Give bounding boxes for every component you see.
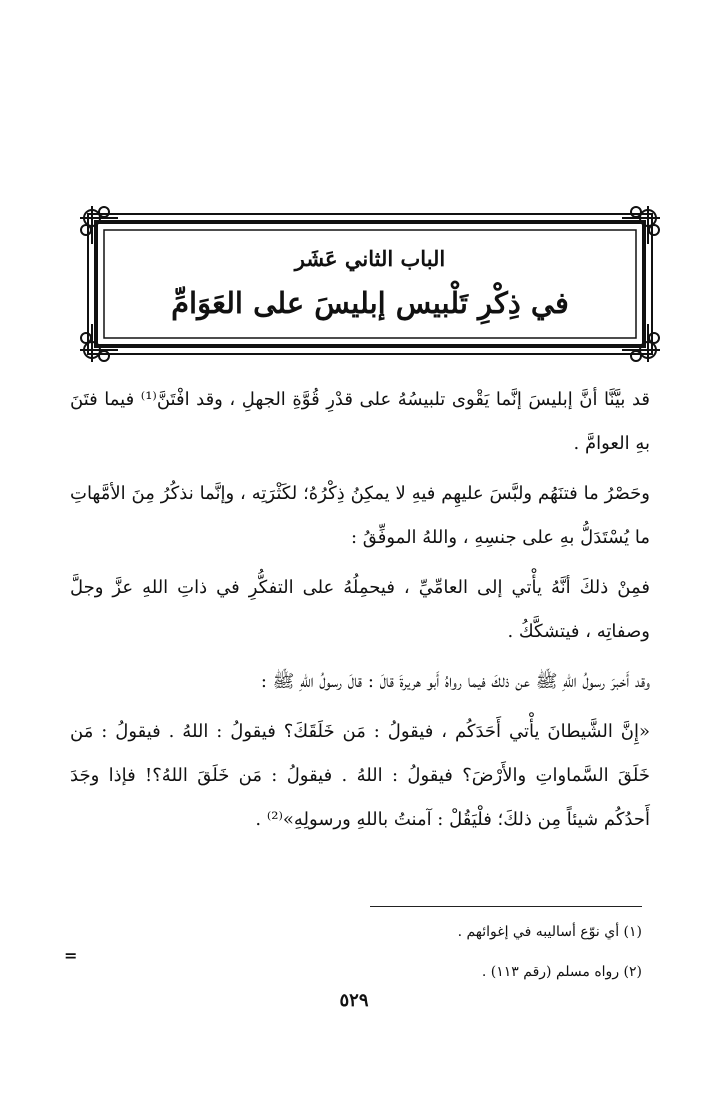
ornamental-border-icon	[78, 204, 662, 364]
footnote-2: (٢) رواه مسلم (رقم ١١٣) .	[481, 964, 642, 980]
footnotes	[300, 912, 642, 992]
page-number: ٥٢٩	[339, 990, 369, 1011]
paragraph: وحَصْرُ ما فتنَهُم ولبَّسَ عليهِم فيهِ لا يمكِنُ ذِكْرُهُ؛ لكَثْرَتِه ، وإنَّما نذكُرُ مِنَ الأمَّهاتِ ما يُسْتَدَلُّ بهِ على جنسِهِ ، واللهُ الموفِّقُ :	[70, 483, 650, 548]
paragraph: وقد أَخبرَ رسولُ اللهِ ﷺ عن ذلكَ فيما رواهُ أَبو هريرةَ قالَ : قالَ رسولُ اللهِ ﷺ :	[260, 671, 650, 692]
margin-mark: =	[64, 946, 78, 965]
main-text	[70, 378, 650, 848]
footnote-divider	[370, 906, 642, 907]
paragraph: فمِنْ ذلكَ أنَّهُ يأْتي إلى العامِّيِّ ، فيحمِلُهُ على التفكُّرِ في ذاتِ اللهِ عزَّ وجلَّ وصفاتِه ، فيتشكَّكُ .	[70, 577, 650, 642]
paragraph: قد بيَّنَّا أنَّ إبليسَ إنَّما يَقْوى تلبيسُهُ على قدْرِ قُوَّةِ الجهلِ ، وقد افْتَنَّ⁽¹⁾ فيما فتَنَ بهِ العوامَّ .	[70, 389, 650, 454]
hadith-quote: «إِنَّ الشَّيطانَ يأْتي أَحَدَكُم ، فيقولُ : مَن خَلَقَكَ؟ فيقولُ : اللهُ . فيقولُ : مَن خَلَقَ السَّماواتِ والأَرْضَ؟ فيقولُ : اللهُ . فيقولُ : مَن خَلَقَ اللهُ؟! فإذا وجَدَ أَحدُكُم شيئاً مِن ذلكَ؛ فلْيَقُلْ : آمنتُ باللهِ ورسولِهِ»⁽²⁾ .	[70, 721, 650, 830]
footnote-1: (١) أي نوّع أساليبه في إغوائهم .	[457, 924, 642, 940]
chapter-header-frame	[78, 204, 662, 364]
chapter-number: الباب الثاني عَشَر	[294, 246, 446, 271]
chapter-title: في ذِكْرِ تَلْبيس إبليسَ على العَوَامِّ	[171, 286, 569, 320]
